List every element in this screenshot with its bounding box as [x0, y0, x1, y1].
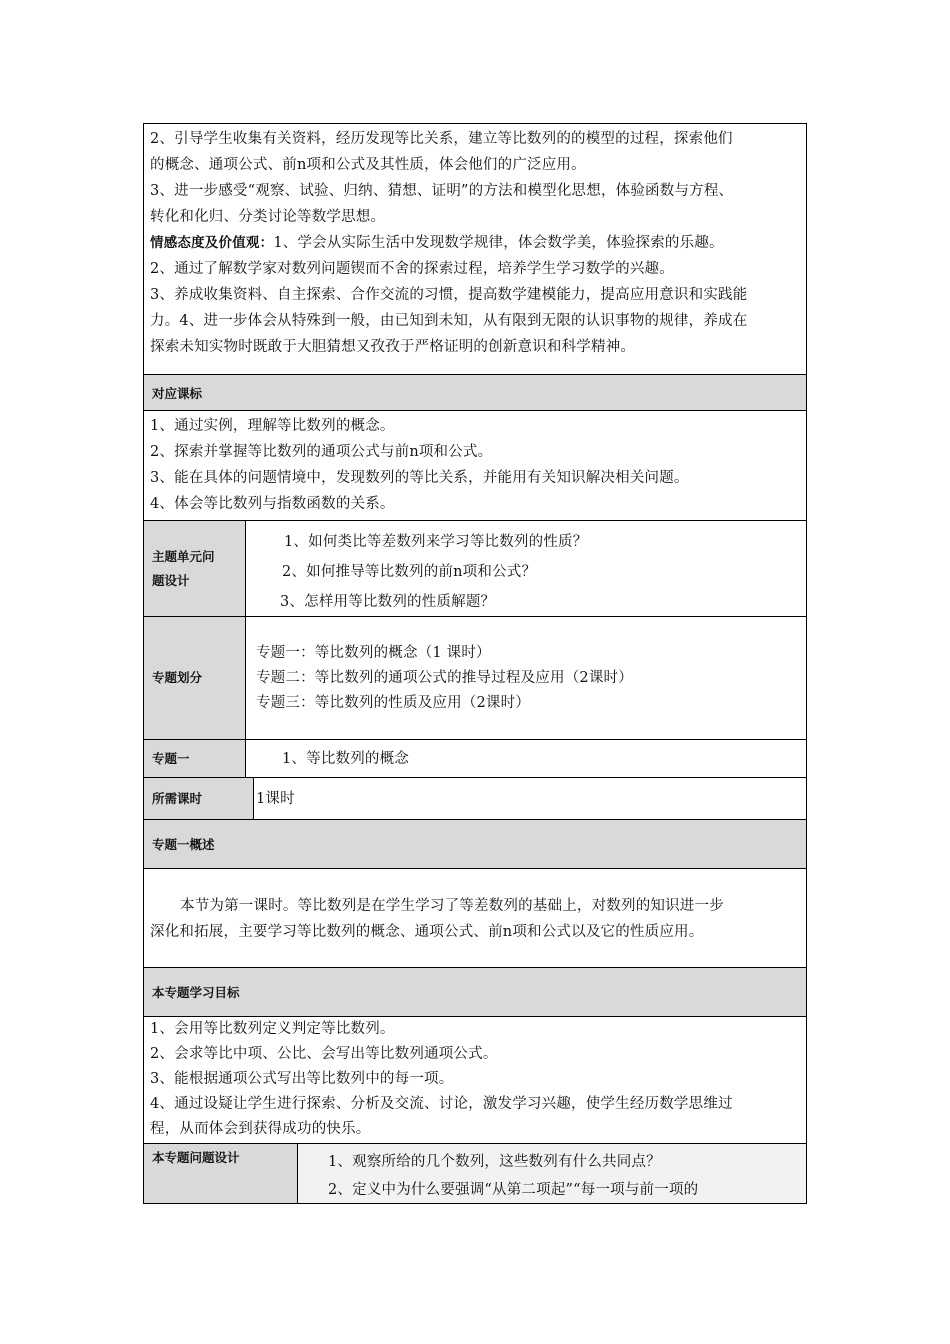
objective-line: 转化和化归、分类讨论等数学思想。	[150, 209, 386, 225]
unit-question: 1、如何类比等差数列来学习等比数列的性质？	[284, 534, 588, 550]
goal-item: 1、会用等比数列定义判定等比数列。	[150, 1021, 395, 1037]
unit-questions-label-line2: 题设计	[152, 572, 190, 588]
topic1-value: 1、等比数列的概念	[282, 750, 410, 767]
attitude-line: 3、养成收集资料、自主探索、合作交流的习惯，提高数学建模能力，提高应用意识和实践能	[150, 287, 748, 303]
overview-header: 专题一概述	[143, 820, 807, 869]
lesson-plan-table	[143, 123, 807, 1204]
topic1-row	[143, 740, 807, 778]
attitude-label: 情感态度及价值观：	[150, 235, 274, 251]
topic-questions-label: 本专题问题设计	[144, 1144, 298, 1203]
unit-question: 3、怎样用等比数列的性质解题？	[280, 594, 496, 610]
overview-line: 深化和拓展，主要学习等比数列的概念、通项公式、前n项和公式以及它的性质应用。	[150, 924, 704, 940]
topic-questions-row	[143, 1144, 807, 1204]
standards-cell	[143, 411, 807, 521]
unit-question: 2、如何推导等比数列的前n项和公式？	[282, 564, 537, 580]
objectives-cell	[143, 123, 807, 375]
goal-item: 3、能根据通项公式写出等比数列中的每一项。	[150, 1071, 454, 1087]
topics-row	[143, 617, 807, 740]
goal-item: 程，从而体会到获得成功的快乐。	[150, 1121, 371, 1137]
attitude-line	[144, 230, 806, 256]
overview-line: 本节为第一课时。等比数列是在学生学习了等差数列的基础上，对数列的知识进一步	[180, 898, 724, 914]
attitude-line: 2、通过了解数学家对数列问题锲而不舍的探索过程，培养学生学习数学的兴趣。	[150, 261, 674, 277]
topic-question: 1、观察所给的几个数列，这些数列有什么共同点？	[328, 1154, 661, 1170]
standard-item: 4、体会等比数列与指数函数的关系。	[150, 496, 395, 512]
standards-header: 对应课标	[143, 375, 807, 411]
goals-cell	[143, 1017, 807, 1144]
topic1-label: 专题一	[144, 740, 246, 777]
topics-label: 专题划分	[144, 617, 246, 739]
hours-row	[143, 778, 807, 820]
objective-line: 的概念、通项公式、前n项和公式及其性质，体会他们的广泛应用。	[150, 157, 586, 173]
attitude-line: 力。4、进一步体会从特殊到一般，由已知到未知，从有限到无限的认识事物的规律，养成在	[150, 313, 748, 329]
overview-cell	[143, 869, 807, 968]
goals-header: 本专题学习目标	[143, 968, 807, 1017]
topic-question: 2、定义中为什么要强调“从第二项起”“每一项与前一项的	[328, 1182, 699, 1198]
goal-item: 4、通过设疑让学生进行探索、分析及交流、讨论，激发学习兴趣，使学生经历数学思维过	[150, 1096, 733, 1112]
standard-item: 1、通过实例，理解等比数列的概念。	[150, 418, 395, 434]
standard-item: 2、探索并掌握等比数列的通项公式与前n项和公式。	[150, 444, 493, 460]
unit-questions-row	[143, 521, 807, 617]
topic-item: 专题二：等比数列的通项公式的推导过程及应用（2课时）	[256, 670, 633, 686]
unit-questions-label	[144, 521, 246, 616]
hours-label: 所需课时	[144, 778, 254, 819]
topic-item: 专题一：等比数列的概念（1 课时）	[256, 645, 491, 661]
goal-item: 2、会求等比中项、公比、会写出等比数列通项公式。	[150, 1046, 498, 1062]
objective-line: 2、引导学生收集有关资料，经历发现等比关系，建立等比数列的的模型的过程，探索他们	[150, 131, 733, 147]
topic-item: 专题三：等比数列的性质及应用（2课时）	[256, 695, 531, 711]
attitude-first: 1、学会从实际生活中发现数学规律，体会数学美，体验探索的乐趣。	[273, 235, 724, 251]
attitude-line: 探索未知实物时既敢于大胆猜想又孜孜于严格证明的创新意识和科学精神。	[150, 339, 636, 355]
objective-line: 3、进一步感受“观察、试验、归纳、猜想、证明”的方法和模型化思想，体验函数与方程、	[150, 183, 734, 199]
standard-item: 3、能在具体的问题情境中，发现数列的等比关系，并能用有关知识解决相关问题。	[150, 470, 689, 486]
unit-questions-label-line1: 主题单元问	[152, 548, 215, 564]
hours-value: 1课时	[256, 790, 295, 807]
